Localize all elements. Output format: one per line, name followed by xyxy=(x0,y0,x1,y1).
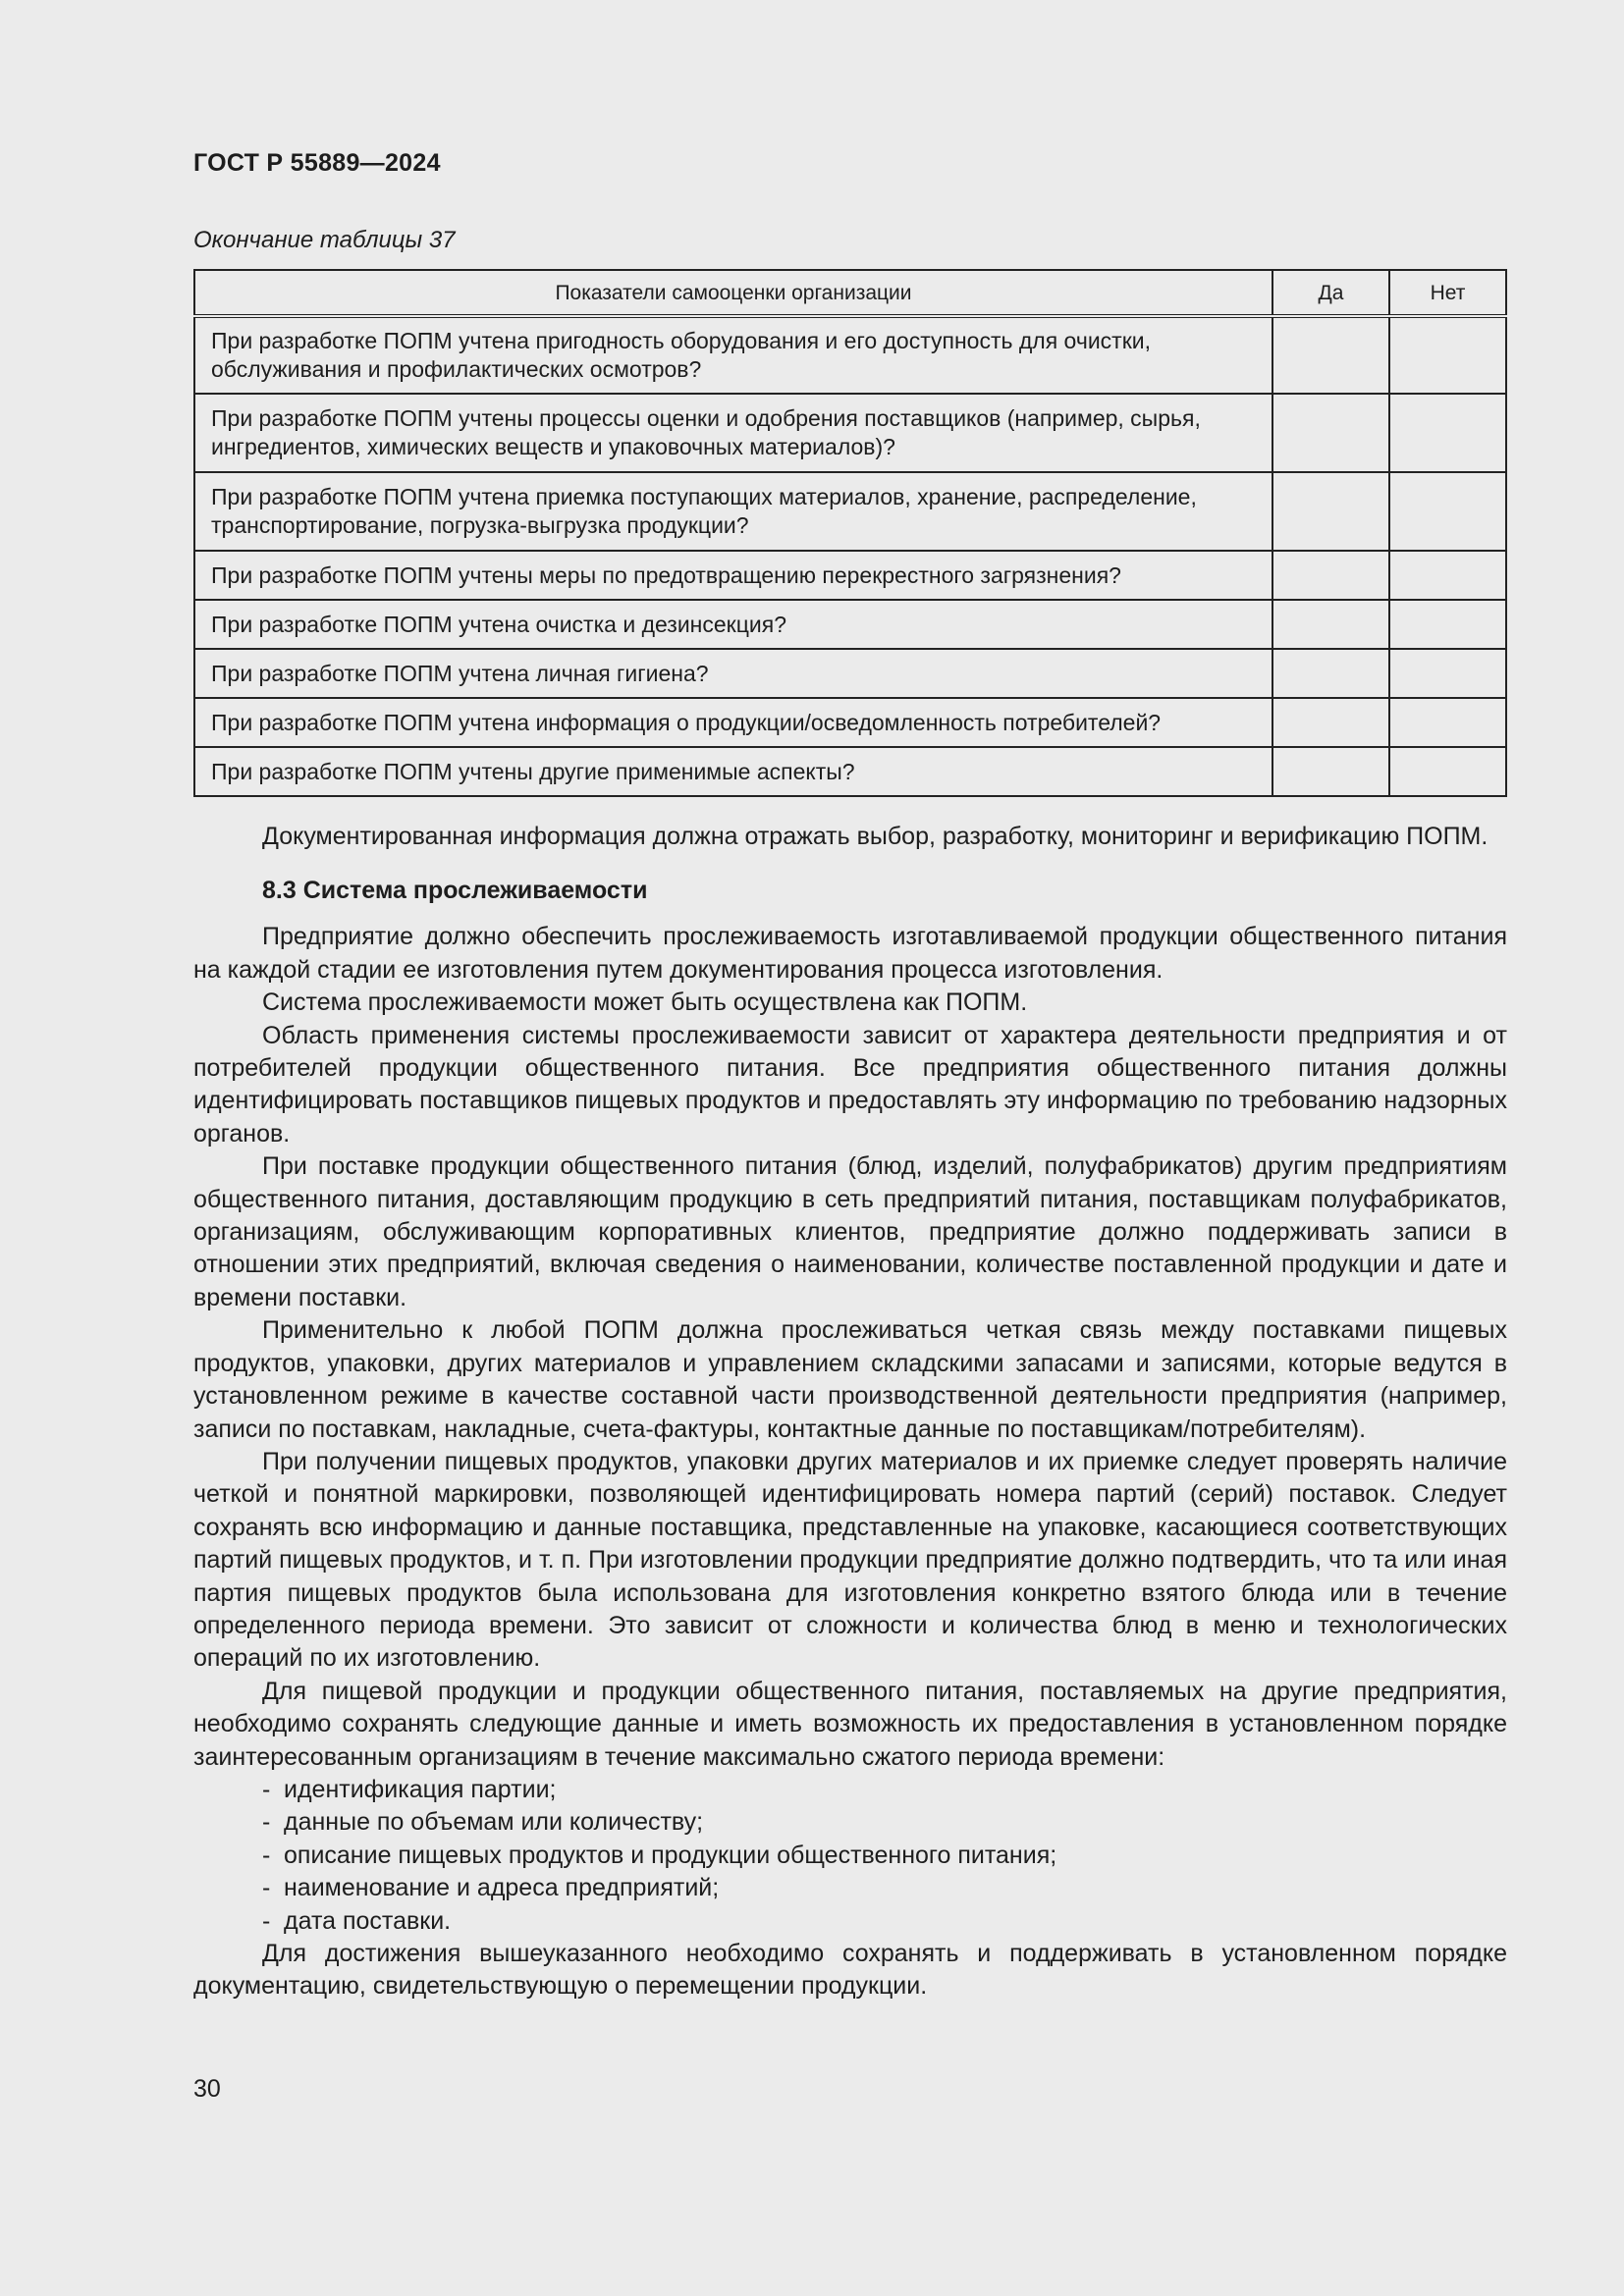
table-row xyxy=(194,472,1506,551)
list-item xyxy=(193,1806,1507,1839)
list-item xyxy=(193,1905,1507,1938)
no-checkbox-cell[interactable] xyxy=(1389,551,1506,600)
paragraph: Применительно к любой ПОПМ должна прослеживаться четкая связь между поставками пищевых продуктов, упаковки, других материалов и управлением складскими запасами и записями, которые ведутся в установленном режиме в качестве составной части производственной деятельности предприятия (например, записи по поставкам, накладные, счета-фактуры, контактные данные по поставщикам/потребителям). xyxy=(193,1316,1507,1443)
list-item-text: данные по объемам или количеству; xyxy=(284,1808,704,1837)
table-row xyxy=(194,551,1506,600)
table-row xyxy=(194,649,1506,698)
table-row xyxy=(194,747,1506,796)
row-question: При разработке ПОПМ учтены другие применимые аспекты? xyxy=(194,747,1272,796)
list-marker: - xyxy=(262,1808,271,1837)
no-checkbox-cell[interactable] xyxy=(1389,472,1506,551)
list-marker: - xyxy=(262,1775,271,1803)
row-question: При разработке ПОПМ учтена очистка и дезинсекция? xyxy=(194,600,1272,649)
no-checkbox-cell[interactable] xyxy=(1389,649,1506,698)
table-row xyxy=(194,316,1506,394)
yes-checkbox-cell[interactable] xyxy=(1272,551,1389,600)
list-item xyxy=(193,1774,1507,1806)
yes-checkbox-cell[interactable] xyxy=(1272,394,1389,472)
no-checkbox-cell[interactable] xyxy=(1389,316,1506,394)
list-item-text: идентификация партии; xyxy=(284,1775,557,1803)
no-checkbox-cell[interactable] xyxy=(1389,698,1506,747)
no-checkbox-cell[interactable] xyxy=(1389,600,1506,649)
row-question: При разработке ПОПМ учтена приемка поступающих материалов, хранение, распределение, транспортирование, погрузка-выгрузка продукции? xyxy=(194,472,1272,551)
yes-checkbox-cell[interactable] xyxy=(1272,472,1389,551)
self-assessment-table xyxy=(193,269,1507,797)
intro-paragraph: Документированная информация должна отражать выбор, разработку, мониторинг и верификацию ПОПМ. xyxy=(262,823,1489,850)
list-item-text: описание пищевых продуктов и продукции общественного питания; xyxy=(284,1841,1057,1869)
header-indicators: Показатели самооценки организации xyxy=(194,270,1272,316)
row-question: При разработке ПОПМ учтена пригодность оборудования и его доступность для очистки, обслуживания и профилактических осмотров? xyxy=(194,316,1272,394)
paragraph: При поставке продукции общественного питания (блюд, изделий, полуфабрикатов) другим предприятиям общественного питания, доставляющим продукцию в сеть предприятий питания, поставщикам полуфабрикатов, организациям, обслуживающим корпоративных клиентов, предприятие должно поддерживать записи в отношении этих предприятий, включая сведения о наименовании, количестве поставленной продукции и дате и времени поставки. xyxy=(193,1152,1507,1311)
table-row xyxy=(194,698,1506,747)
yes-checkbox-cell[interactable] xyxy=(1272,600,1389,649)
paragraph: Область применения системы прослеживаемости зависит от характера деятельности предприятия и от потребителей продукции общественного питания. Все предприятия общественного питания должны идентифицировать поставщиков пищевых продуктов и предоставлять эту информацию по требованию надзорных органов. xyxy=(193,1021,1507,1148)
row-question: При разработке ПОПМ учтена информация о продукции/осведомленность потребителей? xyxy=(194,698,1272,747)
yes-checkbox-cell[interactable] xyxy=(1272,316,1389,394)
row-question: При разработке ПОПМ учтена личная гигиена? xyxy=(194,649,1272,698)
page-number: 30 xyxy=(193,2075,221,2103)
paragraph: При получении пищевых продуктов, упаковки других материалов и их приемке следует проверять наличие четкой и понятной маркировки, позволяющей идентифицировать номера партий (серий) поставок. Следует сохранять всю информацию и данные поставщика, представленные на упаковке, касающиеся соответствующих партий пищевых продуктов, и т. п. При изготовлении продукции предприятие должно подтвердить, что та или иная партия пищевых продуктов была использована для изготовления конкретно взятого блюда или в течение определенного периода времени. Это зависит от сложности и количества блюд в меню и технологических операций по их изготовлению. xyxy=(193,1447,1507,1673)
header-yes: Да xyxy=(1272,270,1389,316)
yes-checkbox-cell[interactable] xyxy=(1272,747,1389,796)
section-title: 8.3 Система прослеживаемости xyxy=(262,877,648,905)
list-item xyxy=(193,1872,1507,1904)
closing-paragraph: Для достижения вышеуказанного необходимо сохранять и поддерживать в установленном порядке документацию, свидетельствующую о перемещении продукции. xyxy=(193,1940,1507,2001)
body-text xyxy=(193,821,1507,2003)
header-no: Нет xyxy=(1389,270,1506,316)
row-question: При разработке ПОПМ учтены процессы оценки и одобрения поставщиков (например, сырья, ингредиентов, химических веществ и упаковочных материалов)? xyxy=(194,394,1272,472)
table-row xyxy=(194,600,1506,649)
table-caption: Окончание таблицы 37 xyxy=(193,227,456,253)
paragraph: Предприятие должно обеспечить прослеживаемость изготавливаемой продукции общественного питания на каждой стадии ее изготовления путем документирования процесса изготовления. xyxy=(193,923,1507,984)
list-marker: - xyxy=(262,1874,271,1902)
table-header-row xyxy=(194,270,1506,316)
no-checkbox-cell[interactable] xyxy=(1389,747,1506,796)
list-marker: - xyxy=(262,1841,271,1869)
list-item-text: дата поставки. xyxy=(284,1906,452,1935)
list-item xyxy=(193,1840,1507,1872)
paragraph: Система прослеживаемости может быть осуществлена как ПОПМ. xyxy=(262,988,1028,1017)
yes-checkbox-cell[interactable] xyxy=(1272,649,1389,698)
table-row xyxy=(194,394,1506,472)
row-question: При разработке ПОПМ учтены меры по предотвращению перекрестного загрязнения? xyxy=(194,551,1272,600)
standard-header: ГОСТ Р 55889—2024 xyxy=(193,149,441,177)
list-marker: - xyxy=(262,1906,271,1935)
yes-checkbox-cell[interactable] xyxy=(1272,698,1389,747)
list-item-text: наименование и адреса предприятий; xyxy=(284,1874,720,1902)
no-checkbox-cell[interactable] xyxy=(1389,394,1506,472)
paragraph: Для пищевой продукции и продукции общественного питания, поставляемых на другие предприятия, необходимо сохранять следующие данные и иметь возможность их предоставления в установленном порядке заинтересованным организациям в течение максимально сжатого периода времени: xyxy=(193,1677,1507,1771)
